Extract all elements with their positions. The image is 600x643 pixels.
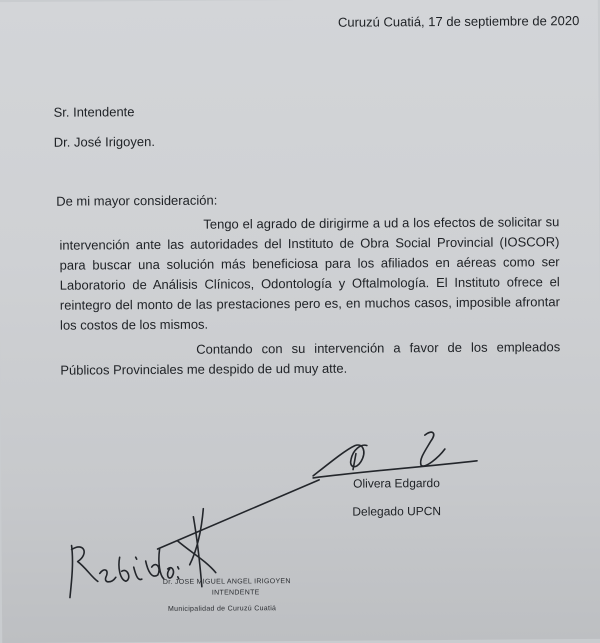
signer-name: Olivera Edgardo	[353, 476, 440, 491]
stamp-line-1: Dr. JOSE MIGUEL ANGEL IRIGOYEN	[162, 578, 291, 586]
signer-role: Delegado UPCN	[352, 504, 442, 519]
recipient-name: Dr. José Irigoyen.	[53, 134, 155, 150]
initials-mark	[177, 509, 216, 587]
place-date: Curuzú Cuatiá, 17 de septiembre de 2020	[337, 13, 580, 30]
body-paragraph-1: Tengo el agrado de dirigirme a ud a los efectos de solicitar su intervención ante las autoridades del Instituto de Obra Social Provincial (IOSCOR) para buscar una solución más beneficiosa para los afiliados en aéreas como ser Laboratorio de Análisis Clínicos, Odontología y Oftalmología. El Instituto ofrece el reintegro del monto de las prestaciones pero es, en muchos casos, imposible afrontar los costos de los mismos.	[59, 214, 560, 333]
recibido-handwriting	[70, 545, 179, 598]
greeting: De mi mayor consideración:	[56, 192, 218, 209]
recipient-title: Sr. Intendente	[53, 104, 135, 120]
signature-loop	[420, 432, 445, 466]
body-paragraph-2: Contando con su intervención a favor de los empleados Públicos Provinciales me despido de ud muy atte.	[60, 339, 561, 378]
stamp-line-3: Municipalidad de Curuzú Cuatiá	[167, 605, 277, 613]
stamp-line-2: INTENDENTE	[211, 589, 260, 597]
signature-diagonal	[157, 480, 319, 549]
signature-flourish	[313, 445, 367, 476]
